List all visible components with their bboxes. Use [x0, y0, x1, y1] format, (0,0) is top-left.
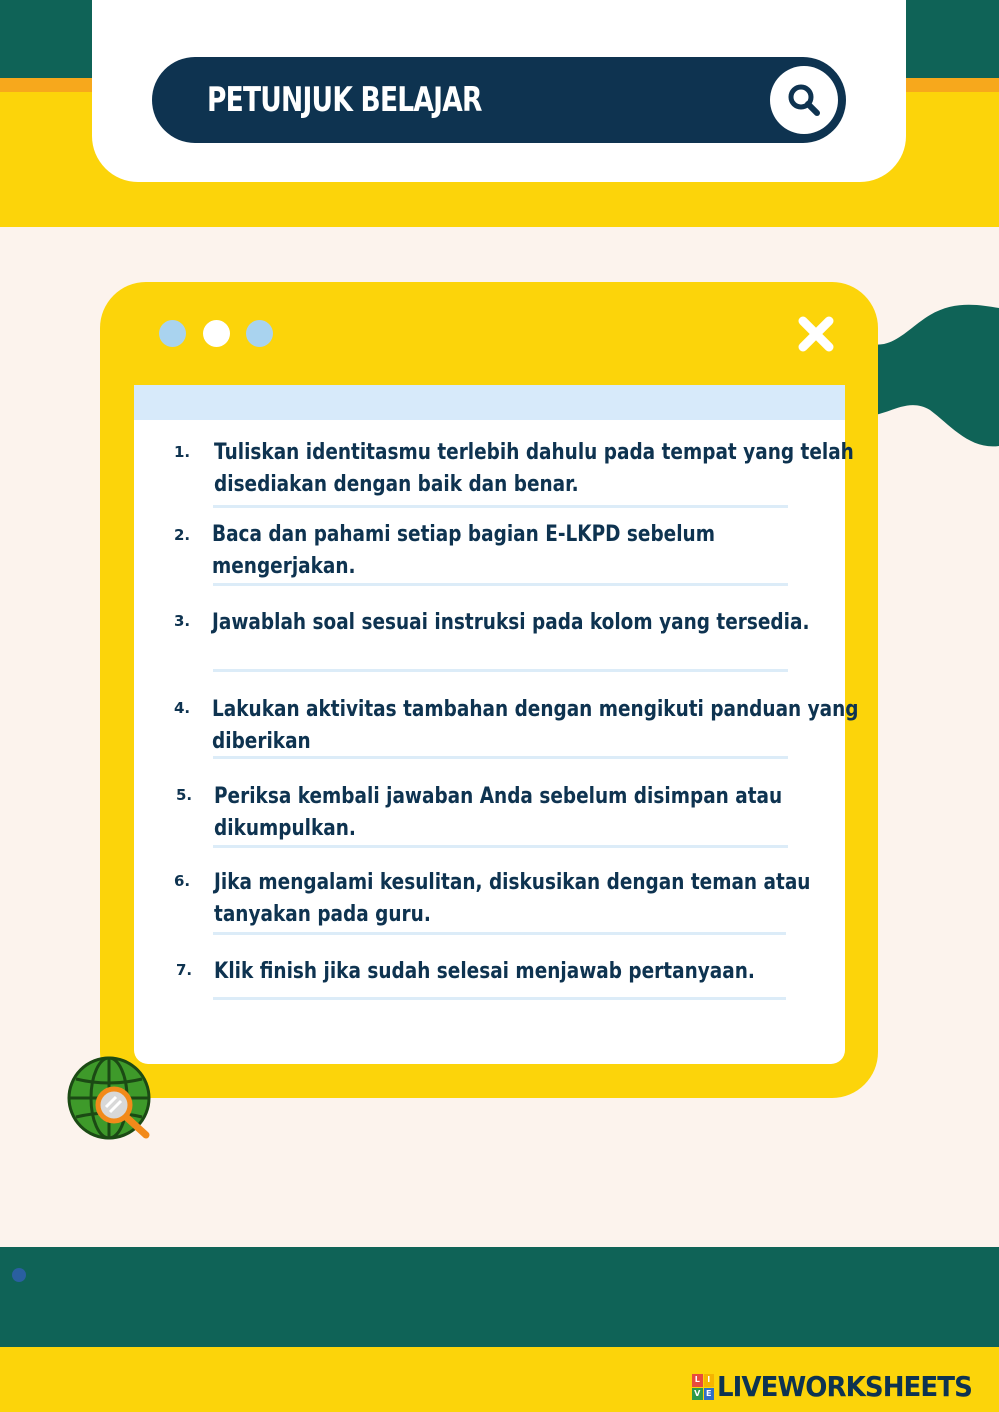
- close-icon[interactable]: [795, 313, 837, 355]
- search-button[interactable]: [770, 66, 838, 134]
- item-number: 4.: [174, 699, 191, 717]
- item-number: 3.: [174, 612, 191, 630]
- instruction-line: disediakan dengan baik dan benar.: [214, 472, 579, 497]
- instruction-line: Periksa kembali jawaban Anda sebelum disimpan atau: [214, 784, 783, 809]
- instruction-text: [214, 781, 782, 845]
- instruction-line: Jawablah soal sesuai instruksi pada kolom yang tersedia.: [212, 610, 810, 635]
- liveworksheets-brand[interactable]: [692, 1370, 991, 1404]
- instruction-line: Tuliskan identitasmu terlebih dahulu pada tempat yang telah: [214, 440, 854, 465]
- instruction-text: [214, 437, 854, 501]
- instruction-line: dikumpulkan.: [214, 816, 356, 841]
- page-title: PETUNJUK BELAJAR: [207, 80, 482, 120]
- item-number: 6.: [174, 872, 191, 890]
- answer-line: [213, 756, 788, 759]
- answer-line: [213, 505, 788, 508]
- liveworksheets-logo-icon: [692, 1374, 714, 1400]
- answer-line: [213, 932, 786, 935]
- instruction-line: Klik finish jika sudah selesai menjawab pertanyaan.: [214, 959, 755, 984]
- answer-line: [213, 669, 788, 672]
- logo-letter: L: [692, 1374, 703, 1387]
- item-number: 1.: [174, 443, 191, 461]
- decorative-wave-shape: [860, 300, 999, 450]
- answer-line: [213, 583, 788, 586]
- item-number: 7.: [176, 961, 193, 979]
- instruction-text: [214, 867, 810, 931]
- item-number: 5.: [176, 786, 193, 804]
- search-icon: [784, 80, 824, 120]
- window-dot-1: [159, 320, 186, 347]
- instruction-line: Jika mengalami kesulitan, diskusikan dengan teman atau: [214, 870, 811, 895]
- globe-magnifier-icon: [66, 1055, 156, 1145]
- title-search-bar: [152, 57, 846, 143]
- instruction-text: [212, 607, 809, 639]
- brand-name: LIVEWORKSHEETS: [717, 1370, 972, 1403]
- window-dot-3: [246, 320, 273, 347]
- instruction-line: tanyakan pada guru.: [214, 902, 431, 927]
- item-number: 2.: [174, 526, 191, 544]
- instruction-text: [212, 694, 859, 758]
- panel-header-strip: [134, 385, 845, 420]
- decorative-dot: [12, 1268, 26, 1282]
- answer-line: [213, 845, 788, 848]
- header-card: [92, 0, 906, 182]
- logo-letter: V: [692, 1388, 703, 1401]
- bottom-green-band: [0, 1247, 999, 1347]
- instructions-panel: [134, 385, 859, 1064]
- instruction-line: Lakukan aktivitas tambahan dengan mengikuti panduan yang: [212, 697, 859, 722]
- logo-letter: I: [704, 1374, 715, 1387]
- instruction-text: [214, 956, 755, 988]
- instruction-line: mengerjakan.: [212, 554, 356, 579]
- instruction-line: Baca dan pahami setiap bagian E-LKPD sebelum: [212, 522, 715, 547]
- instruction-text: [212, 519, 715, 583]
- instruction-line: diberikan: [212, 729, 311, 754]
- window-dot-2: [203, 320, 230, 347]
- answer-line: [213, 997, 786, 1000]
- logo-letter: E: [704, 1388, 715, 1401]
